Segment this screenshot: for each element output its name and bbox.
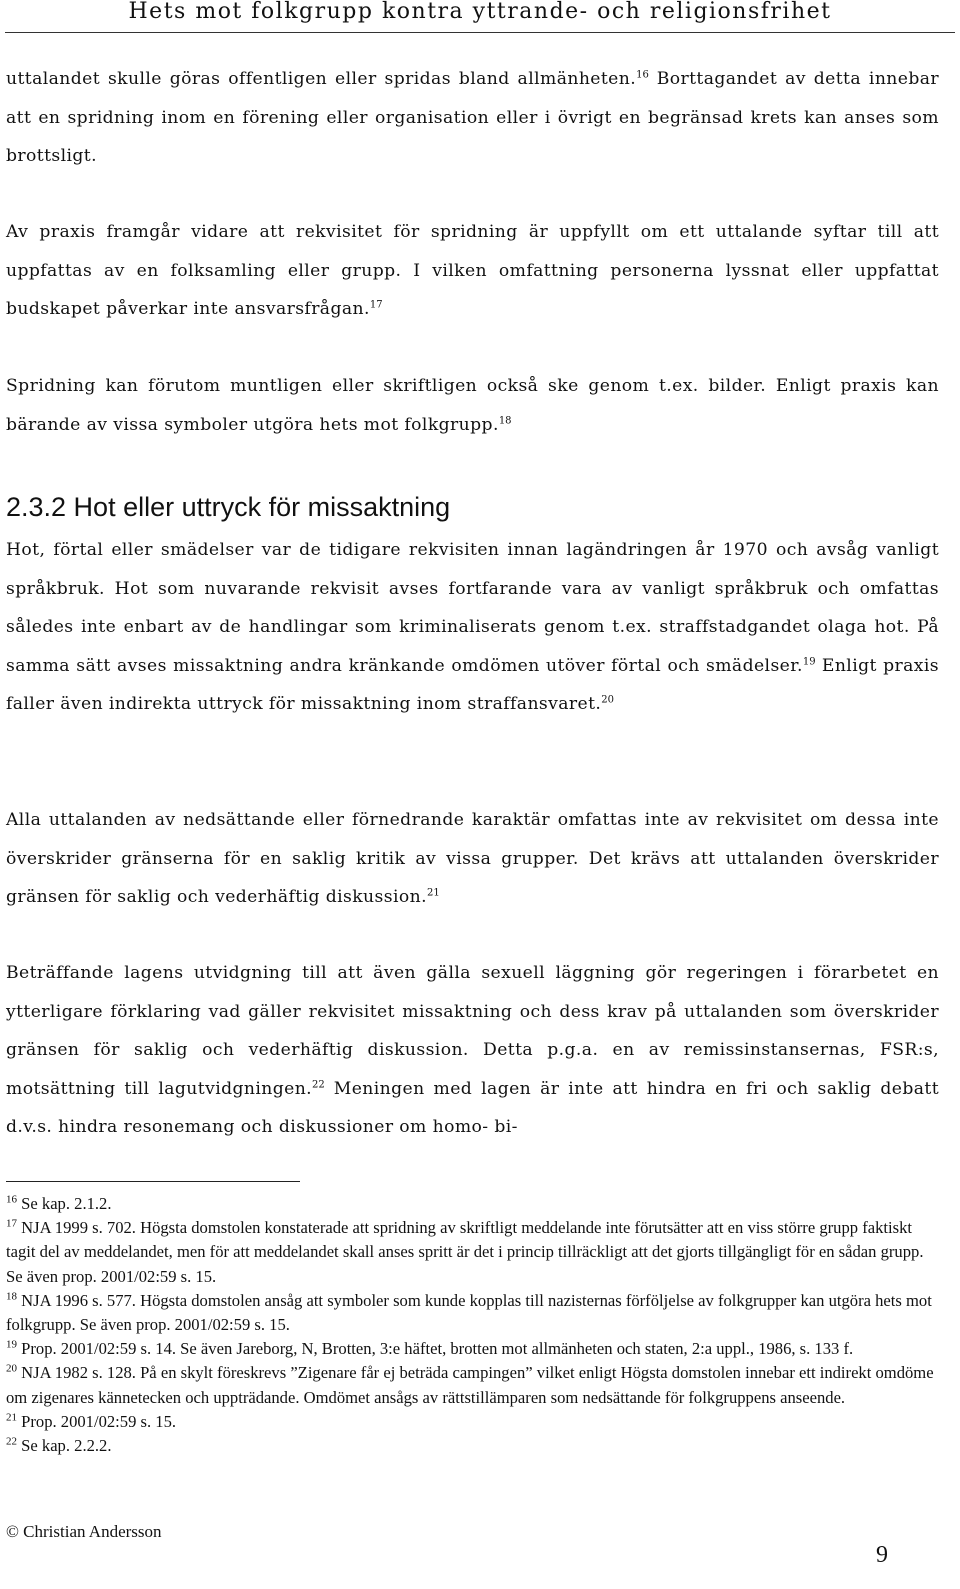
footnote-separator — [6, 1181, 300, 1182]
paragraph-symboler: Spridning kan förutom muntligen eller skriftligen också ske genom t.ex. bilder. Enligt praxis kan bärande av vissa symboler utgöra hets mot folkgrupp.$^{18}$ — [6, 376, 939, 435]
header-rule — [5, 32, 955, 33]
paragraph-nedsattande-uttalanden: Alla uttalanden av nedsättande eller förnedrande karaktär omfattas inte av rekvisitet om dessa inte överskrider gränserna för en saklig kritik av vissa grupper. Det krävs att uttalanden överskrider gränsen för saklig och vederhäftig diskussion.$^{21}$ — [6, 810, 939, 907]
footnote-ref-21[interactable]: 21 — [426, 887, 440, 899]
paragraph-spridning-offentligt: uttalandet skulle göras offentligen eller spridas bland allmänheten.$^{16}$ Borttagandet av detta innebar att en spridning inom en förening eller organisation eller i övrigt en begränsad krets kan anses som brottsligt. — [6, 69, 939, 166]
footnotes — [6, 1192, 936, 1458]
footnote-ref-19[interactable]: 19 — [802, 655, 816, 667]
footnote-21: $^{21}$ Prop. 2001/02:59 s. 15. — [6, 1411, 177, 1431]
paragraph-hot-missaktning: Hot, förtal eller smädelser var de tidigare rekvisiten innan lagändringen år 1970 och avsåg vanligt språkbruk. Hot som nuvarande rekvisit avses fortfarande vara av vanligt språkbruk och omfattas således inte enbart av de handlingar som kriminaliserats genom t.ex. straffstadgandet olaga hot. På samma sätt avses missaktning andra kränkande omdömen utöver förtal och smädelser.$^{19}$ Enligt praxis faller även indirekta uttryck för missaktning inom straffansvaret.$^{20}$ — [6, 540, 939, 714]
footnote-16: $^{16}$ Se kap. 2.1.2. — [6, 1193, 112, 1213]
author-credit: © Christian Andersson — [6, 1522, 162, 1541]
paragraph-praxis-spridning: Av praxis framgår vidare att rekvisitet för spridning är uppfyllt om ett uttalande syftar till att uppfattas av en folksamling eller grupp. I vilken omfattning personerna lyssnat eller uppfattat budskapet påverkar inte ansvarsfrågan.$^{17}$ — [6, 222, 939, 319]
footnote-ref-18[interactable]: 18 — [498, 414, 512, 426]
paragraph-sexuell-laggning: Beträffande lagens utvidgning till att även gälla sexuell läggning gör regeringen i förarbetet en ytterligare förklaring vad gäller rekvisitet missaktning och dess krav på uttalanden som överskrider gränsen för saklig och vederhäftig diskussion. Detta p.g.a. en av remissinstansernas, FSR:s, motsättning till lagutvidgningen.$^{22}$ Meningen med lagen är inte att hindra en fri och saklig debatt d.v.s. hindra resonemang och diskussioner om homo- bi- — [6, 963, 939, 1137]
footnote-ref-17[interactable]: 17 — [369, 299, 383, 311]
footnote-ref-20[interactable]: 20 — [601, 694, 614, 706]
footnote-18: $^{18}$ NJA 1996 s. 577. Högsta domstolen ansåg att symboler som kunde kopplas till nazisternas förföljelse av folkgrupper kan utgöra hets mot folkgrupp. Se även prop. 2001/02:59 s. 15. — [6, 1290, 932, 1335]
page-number: 9 — [876, 1542, 888, 1568]
footnote-20: $^{20}$ NJA 1982 s. 128. På en skylt föreskrevs ”Zigenare får ej beträda campingen” vilket enligt Högsta domstolen innebar ett indirekt omdöme om zigenares kännetecken och uppträdande. Omdömet ansågs av rättstillämparen som nedsättande för folkgruppens anseende. — [6, 1362, 934, 1407]
footnote-ref-16[interactable]: 16 — [636, 69, 649, 81]
footnote-ref-22[interactable]: 22 — [312, 1078, 325, 1090]
footnote-19: $^{19}$ Prop. 2001/02:59 s. 14. Se även Jareborg, N, Brotten, 3:e häftet, brotten mot allmänheten och staten, 2:a uppl., 1986, s. 133 f. — [6, 1338, 854, 1359]
footnote-17: $^{17}$ NJA 1999 s. 702. Högsta domstolen konstaterade att spridning av skriftligt meddelande inte förutsätter att en viss större grupp faktiskt tagit del av meddelandet, men för att meddelandet skall anses spritt är det i princip tillräckligt att det gjorts tillgängligt för en sådan grupp. Se även prop. 2001/02:59 s. 15. — [6, 1217, 924, 1286]
running-header: Hets mot folkgrupp kontra yttrande- och religionsfrihet — [128, 0, 832, 24]
footnote-22: $^{22}$ Se kap. 2.2.2. — [6, 1435, 112, 1456]
section-heading: 2.3.2 Hot eller uttryck för missaktning — [6, 492, 451, 522]
